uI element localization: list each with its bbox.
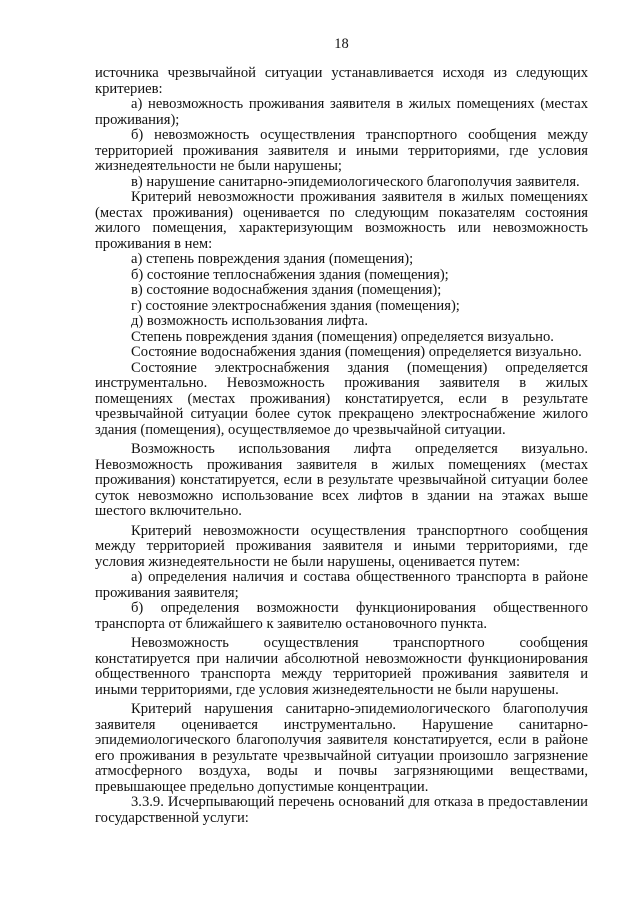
paragraph: а) невозможность проживания заявителя в жилых помещениях (местах проживания); <box>95 96 588 128</box>
paragraph: г) состояние электроснабжения здания (помещения); <box>131 297 460 314</box>
paragraph: а) степень повреждения здания (помещения); <box>131 251 414 267</box>
paragraph: б) состояние теплоснабжения здания (помещения); <box>131 266 449 283</box>
paragraph: источника чрезвычайной ситуации устанавливается исходя из следующих критериев: <box>95 65 588 97</box>
paragraph: Состояние водоснабжения здания (помещения) определяется визуально. <box>131 344 582 360</box>
paragraph: Критерий нарушения санитарно-эпидемиологического благополучия заявителя оценивается инструментально. Нарушение санитарно-эпидемиологического благополучия заявителя констатируется, если в районе его проживания в результате чрезвычайной ситуации произошло загрязнение атмосферного воздуха, воды и почвы загрязняющими веществами, превышающее предельно допустимые концентрации. <box>95 701 588 795</box>
paragraph: Степень повреждения здания (помещения) определяется визуально. <box>131 328 554 345</box>
paragraph: Возможность использования лифта определяется визуально. Невозможность проживания заявителя в жилых помещениях (местах проживания) констатируется, если в результате чрезвычайной ситуации более суток невозможно использование всех лифтов в здании на этажах выше шестого включительно. <box>95 441 588 519</box>
paragraph: а) определения наличия и состава общественного транспорта в районе проживания заявителя; <box>95 569 588 601</box>
paragraph: б) определения возможности функционирования общественного транспорта от ближайшего к заявителю остановочного пункта. <box>95 600 588 632</box>
paragraph: б) невозможность осуществления транспортного сообщения между территорией проживания заявителя и иными территориями, где условия жизнедеятельности не были нарушены; <box>95 127 588 174</box>
paragraph: Критерий невозможности осуществления транспортного сообщения между территорией проживания заявителя и иными территориями, где условия жизнедеятельности не были нарушены, оценивается путем: <box>95 522 588 570</box>
paragraph: д) возможность использования лифта. <box>131 313 368 329</box>
paragraph: в) состояние водоснабжения здания (помещения); <box>131 282 442 298</box>
paragraph: Критерий невозможности проживания заявителя в жилых помещениях (местах проживания) оценивается по следующим показателям состояния жилого помещения, характеризующим возможность или невозможность проживания в нем: <box>95 189 588 252</box>
paragraph: в) нарушение санитарно-эпидемиологического благополучия заявителя. <box>131 173 580 190</box>
paragraph: Состояние электроснабжения здания (помещения) определяется инструментально. Невозможность проживания заявителя в жилых помещениях (местах проживания) констатируется, если в результате чрезвычайной ситуации более суток прекращено электроснабжение жилого здания (помещения), осуществляемое до чрезвычайной ситуации. <box>95 359 588 438</box>
paragraph: 3.3.9. Исчерпывающий перечень оснований для отказа в предоставлении государственной услуги: <box>95 794 588 826</box>
page-number: 18 <box>334 36 349 52</box>
document-body <box>95 66 588 826</box>
paragraph: Невозможность осуществления транспортного сообщения констатируется при наличии абсолютной невозможности функционирования общественного транспорта между территорией проживания заявителя и иными территориями, где условия жизнедеятельности не были нарушены. <box>95 635 588 698</box>
